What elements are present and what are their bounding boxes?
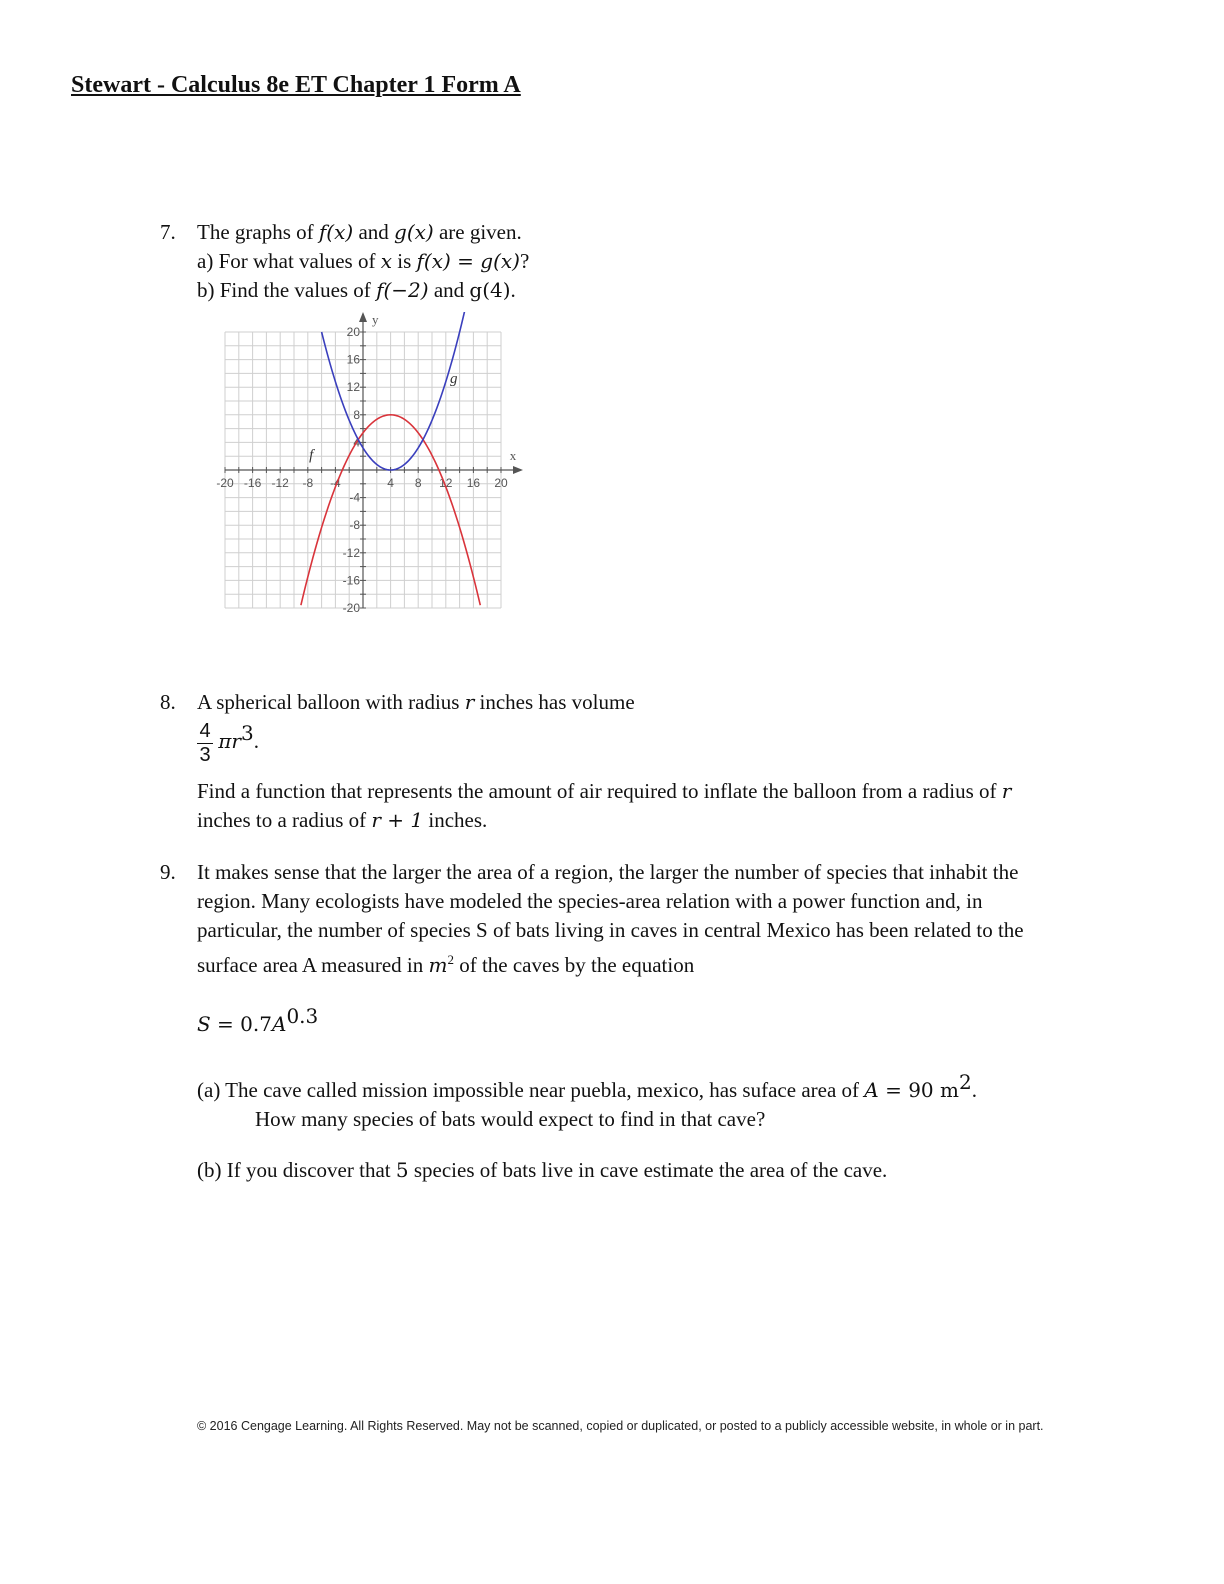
math-m: m: [428, 953, 448, 977]
copyright-footer: © 2016 Cengage Learning. All Rights Reserved. May not be scanned, copied or duplicated, or posted to a publicly accessible website, in whole or in part.: [197, 1419, 1044, 1433]
y-tick-label: -4: [349, 490, 360, 505]
x-tick-label: -4: [330, 476, 341, 490]
x-axis-arrow: [513, 466, 523, 474]
graph-svg: [205, 312, 525, 632]
y-tick-label: 12: [346, 380, 360, 395]
text: inches has volume: [474, 690, 635, 714]
math-f-of-x: f(x): [318, 220, 354, 244]
math-equation: f(x) = g(x): [416, 249, 520, 273]
math-text: = 90 m: [878, 1078, 959, 1102]
volume-formula: [197, 717, 1142, 777]
question-7-text: [197, 218, 1142, 305]
paragraph-line: particular, the number of species S of bats living in caves in central Mexico has been related to the: [197, 918, 1024, 942]
function-graph: [205, 312, 525, 632]
math-exponent: 2: [447, 952, 454, 967]
math-pi-r: πr: [218, 729, 241, 753]
text: surface area A measured in: [197, 953, 429, 977]
text: is: [391, 249, 417, 273]
math-r-plus-1: r + 1: [371, 808, 424, 832]
text: .: [253, 729, 259, 753]
text: inches to a radius of: [197, 808, 372, 832]
series-label-g: g: [449, 371, 458, 388]
math-exponent: 2: [958, 1070, 972, 1094]
y-axis-label: y: [372, 312, 379, 327]
question-number: 8.: [160, 690, 176, 714]
math-f-neg2: f(−2): [376, 278, 429, 302]
paragraph-line: It makes sense that the larger the area of a region, the larger the number of species that inhabit the: [197, 860, 1019, 884]
text: (b) If you discover that: [197, 1158, 396, 1182]
curve-g: [322, 312, 474, 470]
math-A: A: [271, 1012, 287, 1036]
text: ?: [519, 249, 530, 273]
math-A: A: [864, 1078, 879, 1102]
graph-labels: [309, 312, 517, 464]
question-8-text: [197, 688, 1142, 835]
y-tick-label: -20: [342, 601, 360, 615]
text: .: [510, 278, 516, 302]
text: species of bats live in cave estimate the area of the cave.: [408, 1158, 888, 1182]
math-r: r: [1001, 779, 1012, 803]
page-title: Stewart - Calculus 8e ET Chapter 1 Form A: [71, 72, 521, 98]
question-number: 7.: [160, 220, 176, 244]
x-tick-label: -20: [216, 476, 234, 490]
x-axis-label: x: [509, 448, 517, 463]
graph-axes: [225, 312, 523, 608]
math-x: x: [380, 249, 392, 273]
math-r: r: [464, 690, 475, 714]
math-number: 5: [395, 1158, 409, 1182]
y-tick-label: -16: [342, 573, 360, 588]
text: and: [428, 278, 470, 302]
y-tick-label: -8: [349, 518, 360, 533]
x-tick-label: 8: [414, 476, 422, 490]
x-tick-label: -8: [302, 476, 314, 490]
math-exponent: 3: [240, 721, 254, 745]
x-tick-label: -16: [243, 476, 262, 490]
text: of the caves by the equation: [453, 953, 695, 977]
math-g-of-x: g(x): [394, 220, 434, 244]
part-a-line2: How many species of bats would expect to find in that cave?: [255, 1107, 766, 1131]
x-tick-label: 4: [387, 476, 394, 490]
question-number: 9.: [160, 860, 176, 884]
y-axis-arrow: [359, 312, 367, 322]
text: .: [971, 1078, 977, 1102]
math-text: = 0.7: [210, 1012, 272, 1036]
text: The graphs of: [197, 220, 319, 244]
question-9-text: [197, 858, 1142, 1185]
text: (a) The cave called mission impossible near puebla, mexico, has suface area of: [197, 1078, 865, 1102]
text: are given.: [433, 220, 522, 244]
y-tick-label: -12: [342, 545, 360, 560]
x-tick-label: 12: [439, 476, 453, 490]
text: Find a function that represents the amount of air required to inflate the balloon from a radius of: [197, 779, 1002, 803]
math-exponent: 0.3: [286, 1004, 319, 1028]
x-tick-label: 20: [494, 476, 508, 490]
y-tick-label: 16: [346, 352, 360, 367]
x-tick-label: 16: [466, 476, 481, 490]
text: A spherical balloon with radius: [197, 690, 465, 714]
y-tick-label: 8: [353, 407, 360, 422]
math-S: S: [197, 1012, 211, 1036]
text: a) For what values of: [197, 249, 381, 273]
series-label-f: f: [309, 447, 314, 464]
x-tick-label: -12: [271, 476, 289, 490]
fraction-denominator: 3: [199, 743, 211, 766]
y-tick-label: 20: [346, 325, 360, 339]
text: and: [353, 220, 395, 244]
math-g-4: g(4): [469, 278, 511, 302]
fraction: [197, 721, 213, 766]
paragraph-line: region. Many ecologists have modeled the species-area relation with a power function and, in: [197, 889, 983, 913]
text: inches.: [423, 808, 488, 832]
y-tick-label: 4: [353, 435, 360, 450]
text: b) Find the values of: [197, 278, 377, 302]
fraction-numerator: 4: [199, 719, 211, 742]
species-equation: [197, 1002, 1142, 1039]
